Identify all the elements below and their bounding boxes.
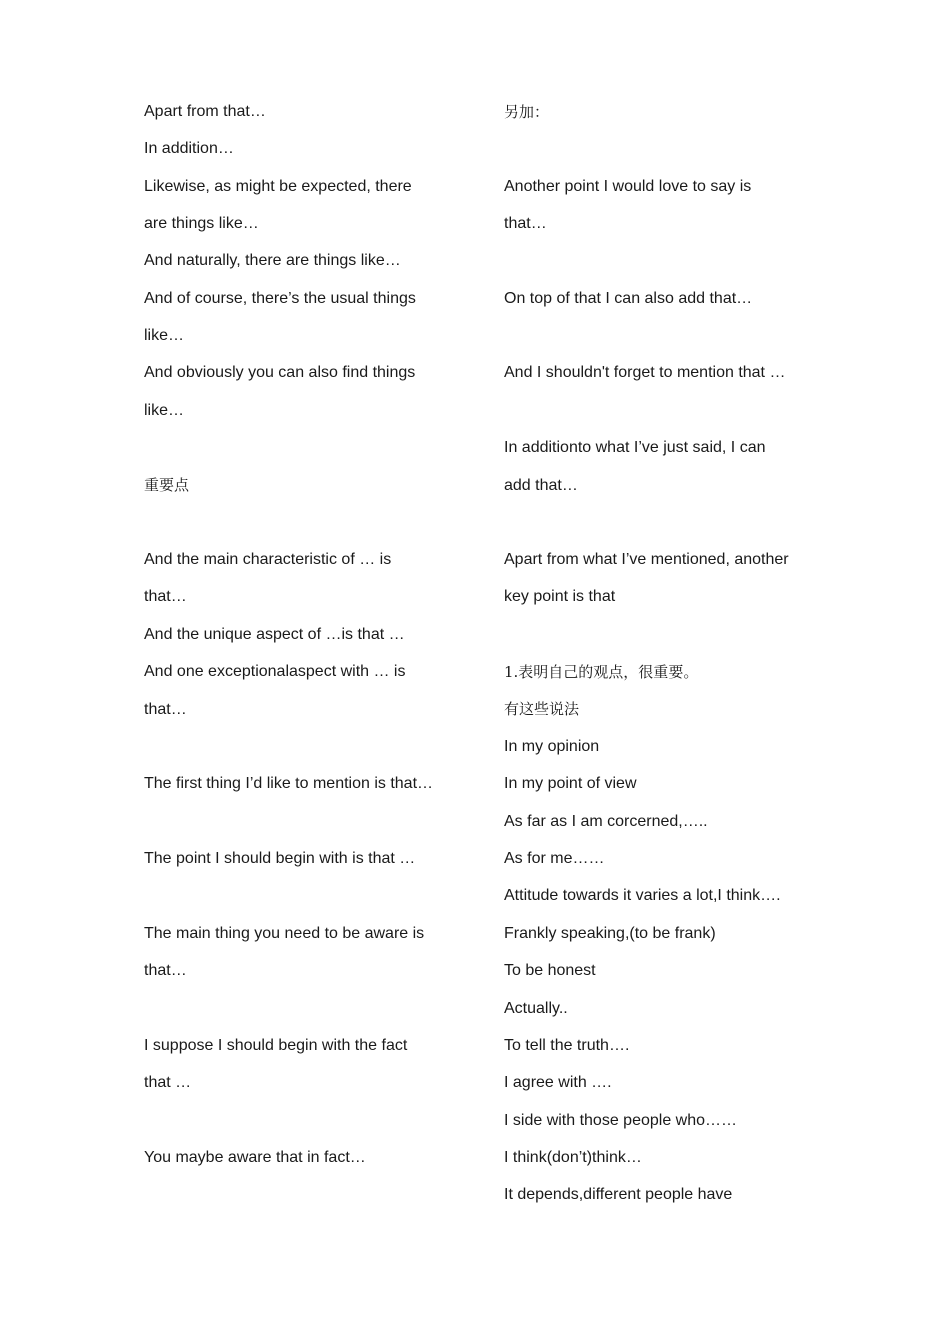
right-line: It depends,different people have xyxy=(504,1186,733,1203)
right-line: As for me…… xyxy=(504,850,605,867)
right-line: Actually.. xyxy=(504,1000,568,1017)
right-line: To be honest xyxy=(504,962,596,979)
right-line: In additionto what I’ve just said, I can xyxy=(504,439,766,456)
right-line: I agree with …. xyxy=(504,1074,612,1091)
left-line: that … xyxy=(144,1074,192,1091)
right-line: key point is that xyxy=(504,588,616,605)
right-line: that… xyxy=(504,215,547,232)
left-line: The main thing you need to be aware is xyxy=(144,925,425,942)
left-line: And of course, there’s the usual things xyxy=(144,290,416,307)
left-line: And naturally, there are things like… xyxy=(144,252,401,269)
right-line: I side with those people who…… xyxy=(504,1112,738,1129)
left-line: that… xyxy=(144,701,187,718)
right-line: Attitude towards it varies a lot,I think…. xyxy=(504,887,781,904)
right-line: Another point I would love to say is xyxy=(504,178,752,195)
left-line: Likewise, as might be expected, there xyxy=(144,178,412,195)
left-line: And obviously you can also find things xyxy=(144,364,416,381)
right-line: To tell the truth…. xyxy=(504,1037,630,1054)
left-line: are things like… xyxy=(144,215,259,232)
right-line: And I shouldn't forget to mention that … xyxy=(504,364,786,381)
right-line: Frankly speaking,(to be frank) xyxy=(504,925,716,942)
left-line: I suppose I should begin with the fact xyxy=(144,1037,408,1054)
left-line: And the unique aspect of …is that … xyxy=(144,626,405,643)
left-line: And the main characteristic of … is xyxy=(144,551,392,568)
right-line: On top of that I can also add that… xyxy=(504,290,753,307)
left-line: The first thing I’d like to mention is that… xyxy=(144,775,434,792)
section-heading: 重要点 xyxy=(144,476,190,494)
left-line: that… xyxy=(144,962,187,979)
right-line: In my opinion xyxy=(504,738,600,755)
left-line: The point I should begin with is that … xyxy=(144,850,416,867)
left-line: Apart from that… xyxy=(144,103,266,120)
left-line: And one exceptionalaspect with … is xyxy=(144,663,406,680)
left-line: You maybe aware that in fact… xyxy=(144,1149,366,1166)
left-line: like… xyxy=(144,402,185,419)
right-line: add that… xyxy=(504,477,578,494)
right-line: As far as I am corcerned,….. xyxy=(504,813,708,830)
right-line: I think(don’t)think… xyxy=(504,1149,642,1166)
right-line: Apart from what I’ve mentioned, another xyxy=(504,551,789,568)
right-line: In my point of view xyxy=(504,775,637,792)
left-line: that… xyxy=(144,588,187,605)
right-line: 有这些说法 xyxy=(504,700,580,718)
section-heading: 另加： xyxy=(504,103,550,121)
left-line: In addition… xyxy=(144,140,234,157)
left-line: like… xyxy=(144,327,185,344)
section-heading: 1.表明自己的观点，很重要。 xyxy=(504,663,699,681)
